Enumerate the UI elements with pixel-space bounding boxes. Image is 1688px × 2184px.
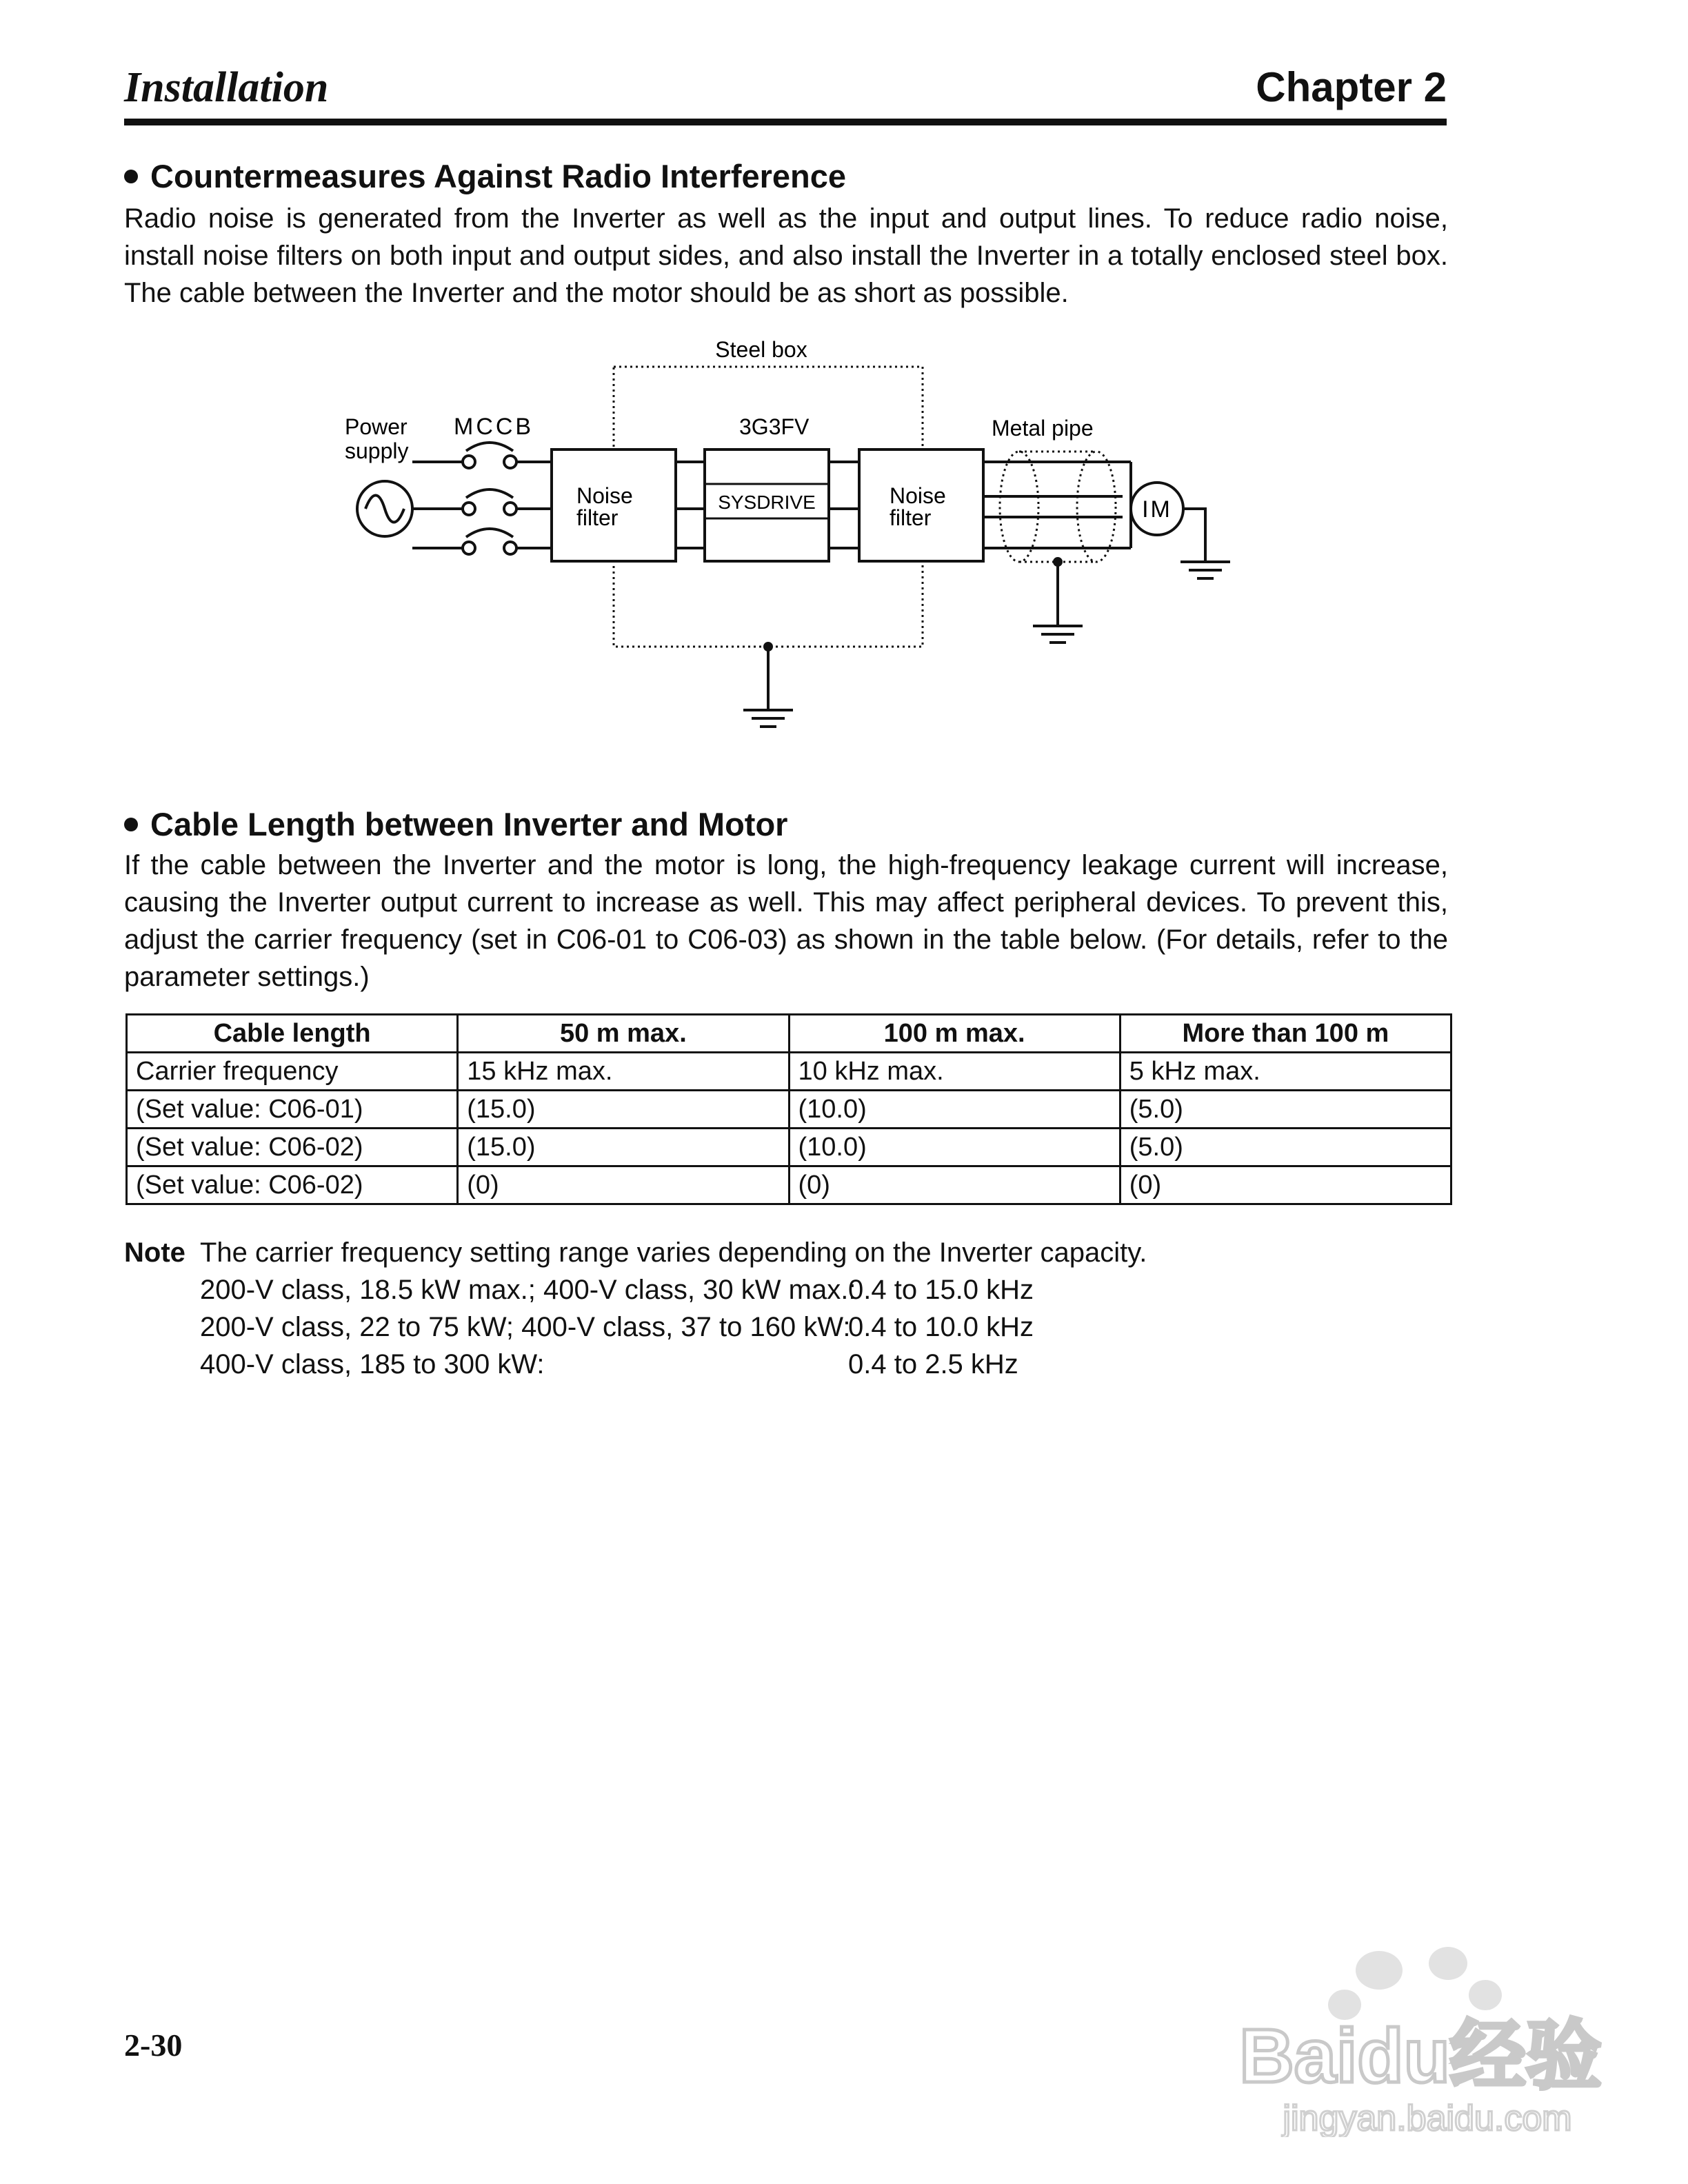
steel-box-label: Steel box: [715, 338, 807, 362]
note-intro: [124, 1234, 1147, 1271]
table-cell: (Set value: C06-02): [127, 1129, 458, 1166]
table-cell: (10.0): [789, 1091, 1120, 1129]
table-header-cell: Cable length: [127, 1015, 458, 1053]
power-supply-label-2: supply: [345, 438, 409, 463]
output-noise-filter-label-2: filter: [890, 505, 932, 530]
power-supply-label-1: Power: [345, 414, 408, 439]
bullet-icon: [124, 170, 138, 183]
paragraph-cable-length: If the cable between the Inverter and the motor is long, the high-frequency leakage current will increase, causing the Inverter output current to increase as well. This may affect peripheral devices. To prevent this, adjust the carrier frequency (set in C06-01 to C06-03) as shown in the table below. (For details, refer to the parameter settings.): [124, 850, 1448, 992]
table-row: [127, 1091, 1451, 1129]
table-cell: (0): [789, 1166, 1120, 1204]
note-condition: 200-V class, 18.5 kW max.; 400-V class, 30 kW max.:: [200, 1275, 856, 1305]
paw-icon: [1328, 1947, 1502, 2020]
chapter-title: Chapter 2: [1256, 64, 1447, 110]
table-cell: 10 kHz max.: [789, 1053, 1120, 1091]
inverter-model-label: 3G3FV: [739, 414, 810, 439]
table-header-row: [127, 1015, 1451, 1053]
table-row: [127, 1166, 1451, 1204]
header-rule: [124, 119, 1447, 125]
table-cell: (0): [1120, 1166, 1451, 1204]
heading-cable-length: Cable Length between Inverter and Motor: [124, 805, 787, 843]
note-block: [124, 1234, 1147, 1383]
page-number: 2-30: [124, 2028, 183, 2063]
note-range: 0.4 to 15.0 kHz: [848, 1275, 1034, 1305]
motor-cables: [983, 462, 1131, 548]
table-cell: Carrier frequency: [127, 1053, 458, 1091]
carrier-frequency-table: [125, 1013, 1452, 1205]
table-cell: (0): [458, 1166, 789, 1204]
note-condition: 400-V class, 185 to 300 kW:: [200, 1349, 545, 1379]
filter-to-inverter-wires: [676, 462, 705, 548]
note-range: 0.4 to 10.0 kHz: [848, 1312, 1034, 1342]
wiring-diagram: [338, 338, 1248, 751]
inverter-to-filter-wires: [829, 462, 859, 548]
input-noise-filter-label-1: Noise: [576, 483, 633, 508]
pipe-ground-icon: [1033, 558, 1083, 643]
table-header-cell: 50 m max.: [458, 1015, 789, 1053]
baidu-watermark: [1172, 1910, 1614, 2137]
mccb-label: MCCB: [454, 414, 534, 440]
note-range-row: [124, 1308, 1147, 1346]
table-cell: 5 kHz max.: [1120, 1053, 1451, 1091]
steel-box-ground-icon: [743, 643, 793, 727]
sine-wave-icon: [365, 496, 404, 523]
table-header-cell: More than 100 m: [1120, 1015, 1451, 1053]
bullet-icon: [124, 818, 138, 831]
metal-pipe-outline: [1000, 452, 1116, 562]
paragraph-radio-interference: Radio noise is generated from the Inverter as well as the input and output lines. To reduce radio noise, install noise filters on both input and output sides, and also install the Inverter in a totally enclosed steel box. The cable between the Inverter and the motor should be as short as possible.: [124, 203, 1448, 308]
table-header-cell: 100 m max.: [789, 1015, 1120, 1053]
note-range: 0.4 to 2.5 kHz: [848, 1349, 1018, 1379]
note-label: Note: [124, 1237, 185, 1268]
note-range-row: [124, 1346, 1147, 1383]
table-cell: 15 kHz max.: [458, 1053, 789, 1091]
output-noise-filter-label-1: Noise: [890, 483, 946, 508]
table-row: [127, 1053, 1451, 1091]
heading-radio-interference: Countermeasures Against Radio Interference: [124, 157, 846, 195]
mccb-breaker-icon: [412, 443, 552, 554]
metal-pipe-label: Metal pipe: [992, 416, 1094, 441]
inverter-label: SYSDRIVE: [718, 492, 816, 513]
watermark-url: jingyan.baidu.com: [1283, 2099, 1572, 2137]
input-noise-filter-label-2: filter: [576, 505, 619, 530]
table-cell: (5.0): [1120, 1091, 1451, 1129]
note-text: The carrier frequency setting range varies depending on the Inverter capacity.: [200, 1237, 1147, 1268]
table-row: [127, 1129, 1451, 1166]
note-range-row: [124, 1271, 1147, 1308]
table-cell: (15.0): [458, 1091, 789, 1129]
motor-label: IM: [1142, 496, 1172, 523]
table-cell: (Set value: C06-02): [127, 1166, 458, 1204]
note-condition: 200-V class, 22 to 75 kW; 400-V class, 37 to 160 kW:: [200, 1312, 851, 1342]
table-cell: (Set value: C06-01): [127, 1091, 458, 1129]
table-cell: (15.0): [458, 1129, 789, 1166]
table-cell: (10.0): [789, 1129, 1120, 1166]
table-cell: (5.0): [1120, 1129, 1451, 1166]
motor-ground-icon: [1180, 509, 1230, 578]
section-title: Installation: [124, 64, 329, 111]
watermark-brand: Baidu经验: [1239, 2014, 1602, 2099]
